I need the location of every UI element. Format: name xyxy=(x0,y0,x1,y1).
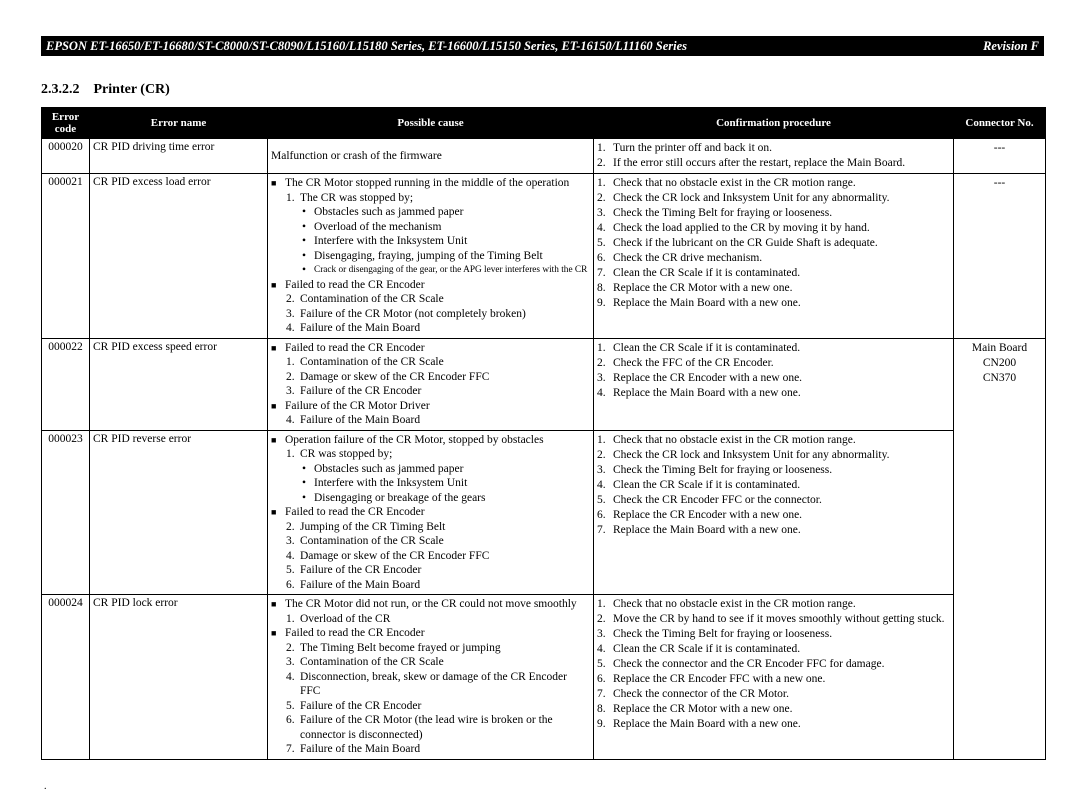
step-text: Check if the lubricant on the CR Guide Shaft is adequate. xyxy=(613,237,878,249)
cause-item xyxy=(286,563,590,578)
square-bullet-icon: ■ xyxy=(271,599,277,609)
cause-item xyxy=(271,341,590,356)
cause-item xyxy=(286,384,590,399)
step-text: Check the FFC of the CR Encoder. xyxy=(613,356,774,369)
confirmation-step xyxy=(597,296,950,311)
item-number: 6. xyxy=(286,578,295,591)
step-text: Replace the Main Board with a new one. xyxy=(613,297,801,309)
confirmation-step xyxy=(597,236,950,251)
confirmation-step xyxy=(597,612,950,627)
step-text: Check that no obstacle exist in the CR motion range. xyxy=(613,598,856,610)
cause-item xyxy=(271,433,590,448)
cause-item-text: Interfere with the Inksystem Unit xyxy=(314,235,468,247)
col-header-error-name: Error name xyxy=(90,108,268,139)
item-number: 2. xyxy=(286,520,295,533)
possible-cause-cell xyxy=(268,174,594,339)
item-number: 4. xyxy=(286,549,295,562)
connector-cell xyxy=(954,174,1046,339)
cause-item-text: Disengaging or breakage of the gears xyxy=(314,491,486,504)
col-header-error-code: Error code xyxy=(42,108,90,139)
step-text: Replace the Main Board with a new one. xyxy=(613,523,801,536)
step-number: 1. xyxy=(597,177,606,189)
step-number: 1. xyxy=(597,341,606,354)
confirmation-step xyxy=(597,657,950,672)
error-code-cell: 000024 xyxy=(42,595,90,760)
item-number: 1. xyxy=(286,356,295,368)
step-number: 6. xyxy=(597,252,606,264)
step-number: 8. xyxy=(597,282,606,294)
confirmation-procedure-cell xyxy=(594,430,954,595)
connector-cell xyxy=(954,139,1046,174)
dot-bullet-icon: • xyxy=(302,462,307,475)
table-row xyxy=(42,430,1046,595)
item-number: 1. xyxy=(286,612,295,625)
cause-item-text: Failure of the CR Motor (the lead wire is broken or the connector is disconnected) xyxy=(300,714,553,741)
confirmation-step xyxy=(597,717,950,732)
cause-item xyxy=(286,355,590,370)
square-bullet-icon: ■ xyxy=(271,628,277,638)
error-name-cell: CR PID reverse error xyxy=(90,430,268,595)
item-number: 3. xyxy=(286,385,295,397)
manual-title: EPSON ET-16650/ET-16680/ST-C8000/ST-C8090/L15160/L15180 Series, ET-16600/L15150 Series, ET-16150/L11160 Series xyxy=(46,38,688,53)
item-number: 1. xyxy=(286,191,295,204)
cause-item xyxy=(286,534,590,549)
step-text: Check the connector of the CR Motor. xyxy=(613,688,789,700)
step-text: Move the CR by hand to see if it moves smoothly without getting stuck. xyxy=(613,613,945,625)
error-code-cell: 000022 xyxy=(42,338,90,430)
cause-item xyxy=(302,462,590,477)
cause-item xyxy=(286,612,590,627)
confirmation-step xyxy=(597,702,950,717)
confirmation-step xyxy=(597,448,950,463)
item-number: 6. xyxy=(286,714,295,726)
cause-item-text: Interfere with the Inksystem Unit xyxy=(314,477,468,489)
cause-item xyxy=(271,278,590,293)
section-title xyxy=(41,82,170,98)
cause-item-text: Overload of the mechanism xyxy=(314,220,442,233)
error-name-cell: CR PID lock error xyxy=(90,595,268,760)
confirmation-procedure-cell xyxy=(594,139,954,174)
cause-item xyxy=(271,505,590,520)
connector-line: Main Board xyxy=(971,341,1028,354)
step-number: 9. xyxy=(597,718,606,730)
step-number: 8. xyxy=(597,703,606,715)
cause-item xyxy=(271,399,590,414)
step-text: Replace the CR Encoder with a new one. xyxy=(613,508,803,521)
revision-label: Revision F xyxy=(983,38,1039,53)
square-bullet-icon: ■ xyxy=(271,434,277,445)
dot-bullet-icon: • xyxy=(302,235,307,247)
confirmation-step xyxy=(597,508,950,523)
item-number: 5. xyxy=(286,564,295,576)
col-header-possible-cause: Possible cause xyxy=(268,108,594,139)
item-number: 4. xyxy=(286,414,295,426)
step-text: Check the CR Encoder FFC or the connector. xyxy=(613,493,822,506)
cause-item-text: Operation failure of the CR Motor, stopped by obstacles xyxy=(285,433,544,446)
step-number: 5. xyxy=(597,658,606,670)
cause-item-text: The Timing Belt become frayed or jumping xyxy=(300,641,501,654)
step-number: 5. xyxy=(597,493,606,506)
table-row xyxy=(42,595,1046,760)
confirmation-step xyxy=(597,433,950,448)
error-code-cell: 000021 xyxy=(42,174,90,339)
step-number: 7. xyxy=(597,267,606,279)
cause-item-text: Failure of the CR Encoder xyxy=(300,385,422,397)
confirmation-step xyxy=(597,221,950,236)
cause-item xyxy=(286,549,590,564)
step-number: 3. xyxy=(597,207,606,219)
cause-item-text: Disconnection, break, skew or damage of the CR Encoder FFC xyxy=(300,670,567,697)
square-bullet-icon: ■ xyxy=(271,400,277,411)
confirmation-step xyxy=(597,266,950,281)
dot-bullet-icon: • xyxy=(302,206,307,218)
step-text: Replace the CR Motor with a new one. xyxy=(613,703,793,715)
step-number: 3. xyxy=(597,463,606,476)
error-name-cell: CR PID driving time error xyxy=(90,139,268,174)
possible-cause-cell xyxy=(268,595,594,760)
cause-item-text: Failure of the CR Motor (not completely broken) xyxy=(300,307,526,320)
table-row xyxy=(42,174,1046,339)
cause-item-text: Disengaging, fraying, jumping of the Timing Belt xyxy=(314,249,543,262)
cause-item-text: Failure of the CR Motor Driver xyxy=(285,399,430,412)
connector-cell xyxy=(954,338,1046,759)
cause-item-text: Failed to read the CR Encoder xyxy=(285,627,425,639)
step-text: Clean the CR Scale if it is contaminated. xyxy=(613,341,801,354)
page-header-bar xyxy=(41,36,1044,56)
step-text: Replace the CR Encoder with a new one. xyxy=(613,371,803,384)
step-number: 2. xyxy=(597,157,606,169)
dot-bullet-icon: • xyxy=(302,264,307,276)
cause-item-text: The CR Motor did not run, or the CR could not move smoothly xyxy=(285,598,577,610)
cause-item xyxy=(286,191,590,206)
step-number: 5. xyxy=(597,237,606,249)
item-number: 5. xyxy=(286,699,295,712)
error-table xyxy=(41,107,1046,760)
step-number: 6. xyxy=(597,508,606,521)
cause-item-text: Contamination of the CR Scale xyxy=(300,356,444,368)
step-number: 6. xyxy=(597,673,606,685)
step-text: Check the CR lock and Inksystem Unit for any abnormality. xyxy=(613,192,890,204)
step-text: Replace the Main Board with a new one. xyxy=(613,718,801,730)
step-text: Turn the printer off and back it on. xyxy=(613,142,773,154)
confirmation-step xyxy=(597,176,950,191)
step-text: Check the Timing Belt for fraying or looseness. xyxy=(613,207,833,219)
step-text: If the error still occurs after the restart, replace the Main Board. xyxy=(613,157,906,169)
possible-cause-cell xyxy=(268,338,594,430)
error-name-cell: CR PID excess speed error xyxy=(90,338,268,430)
cause-item xyxy=(286,578,590,593)
step-number: 7. xyxy=(597,523,606,536)
cause-item xyxy=(302,476,590,491)
step-number: 2. xyxy=(597,192,606,204)
confirmation-step xyxy=(597,356,950,371)
cause-item-text: Obstacles such as jammed paper xyxy=(314,462,464,475)
step-text: Replace the CR Motor with a new one. xyxy=(613,282,793,294)
connector-line: --- xyxy=(993,142,1006,154)
cause-item-text: Damage or skew of the CR Encoder FFC xyxy=(300,549,490,562)
cause-item xyxy=(286,413,590,428)
section-name: Printer (CR) xyxy=(93,82,170,97)
cause-item xyxy=(286,370,590,385)
item-number: 3. xyxy=(286,535,295,547)
confirmation-step xyxy=(597,642,950,657)
cause-item xyxy=(302,263,590,278)
cause-item-text: Failure of the Main Board xyxy=(300,322,421,334)
step-text: Check the CR lock and Inksystem Unit for any abnormality. xyxy=(613,448,890,461)
cause-item xyxy=(286,670,590,699)
cause-item-text: Contamination of the CR Scale xyxy=(300,656,444,668)
cause-item xyxy=(286,321,590,336)
cause-item xyxy=(286,307,590,322)
possible-cause-cell xyxy=(268,139,594,174)
item-number: 4. xyxy=(286,322,295,334)
cause-item xyxy=(286,655,590,670)
confirmation-step xyxy=(597,478,950,493)
step-number: 4. xyxy=(597,222,606,234)
item-number: 2. xyxy=(286,641,295,654)
step-number: 1. xyxy=(597,598,606,610)
cause-item-text: The CR was stopped by; xyxy=(300,191,414,204)
cause-item-text: Failure of the CR Encoder xyxy=(300,699,422,712)
step-number: 7. xyxy=(597,688,606,700)
step-text: Check that no obstacle exist in the CR motion range. xyxy=(613,177,856,189)
confirmation-procedure-cell xyxy=(594,174,954,339)
step-number: 4. xyxy=(597,643,606,655)
confirmation-step xyxy=(597,463,950,478)
table-row xyxy=(42,139,1046,174)
item-number: 3. xyxy=(286,307,295,320)
connector-line: --- xyxy=(993,177,1006,189)
step-text: Clean the CR Scale if it is contaminated. xyxy=(613,267,801,279)
step-number: 3. xyxy=(597,371,606,384)
cause-item-text: Failed to read the CR Encoder xyxy=(285,341,425,354)
cause-item-text: Contamination of the CR Scale xyxy=(300,293,444,305)
step-number: 9. xyxy=(597,297,606,309)
step-text: Replace the Main Board with a new one. xyxy=(613,386,801,399)
cause-item-text: Contamination of the CR Scale xyxy=(300,535,444,547)
square-bullet-icon: ■ xyxy=(271,507,277,517)
cause-item xyxy=(271,176,590,191)
cause-item xyxy=(286,641,590,656)
dot-bullet-icon: • xyxy=(302,249,307,262)
confirmation-step xyxy=(597,523,950,538)
step-text: Check that no obstacle exist in the CR motion range. xyxy=(613,433,856,446)
confirmation-step xyxy=(597,687,950,702)
dot-bullet-icon: • xyxy=(302,220,307,233)
item-number: 7. xyxy=(286,743,295,755)
confirmation-step xyxy=(597,251,950,266)
step-number: 2. xyxy=(597,613,606,625)
step-text: Replace the CR Encoder FFC with a new one. xyxy=(613,673,826,685)
footer-stray-mark: . xyxy=(44,781,47,792)
confirmation-step xyxy=(597,191,950,206)
item-number: 2. xyxy=(286,293,295,305)
square-bullet-icon: ■ xyxy=(271,178,277,188)
step-text: Clean the CR Scale if it is contaminated. xyxy=(613,643,801,655)
step-number: 4. xyxy=(597,386,606,399)
cause-item-text: Failed to read the CR Encoder xyxy=(285,278,425,291)
error-name-cell: CR PID excess load error xyxy=(90,174,268,339)
connector-line: CN200 xyxy=(982,356,1017,369)
confirmation-step xyxy=(597,493,950,508)
step-text: Check the connector and the CR Encoder FFC for damage. xyxy=(613,658,885,670)
confirmation-step xyxy=(597,597,950,612)
item-number: 1. xyxy=(286,448,295,460)
confirmation-step xyxy=(597,156,950,171)
cause-item-text: Obstacles such as jammed paper xyxy=(314,206,464,218)
confirmation-step xyxy=(597,281,950,296)
error-table-body xyxy=(42,139,1046,760)
cause-item-text: Overload of the CR xyxy=(300,612,391,625)
step-text: Clean the CR Scale if it is contaminated. xyxy=(613,478,801,491)
square-bullet-icon: ■ xyxy=(271,279,277,290)
square-bullet-icon: ■ xyxy=(271,342,277,353)
step-number: 2. xyxy=(597,356,606,369)
cause-item xyxy=(302,491,590,506)
cause-item xyxy=(271,626,590,641)
cause-item xyxy=(302,234,590,249)
col-header-confirmation-procedure: Confirmation procedure xyxy=(594,108,954,139)
error-code-cell: 000023 xyxy=(42,430,90,595)
cause-item-text: Failure of the CR Encoder xyxy=(300,564,422,576)
cause-item xyxy=(302,205,590,220)
cause-item xyxy=(286,292,590,307)
cause-item xyxy=(286,699,590,714)
confirmation-step xyxy=(597,672,950,687)
step-number: 2. xyxy=(597,448,606,461)
dot-bullet-icon: • xyxy=(302,477,307,489)
confirmation-step xyxy=(597,627,950,642)
cause-item xyxy=(286,742,590,757)
possible-cause-cell xyxy=(268,430,594,595)
confirmation-step xyxy=(597,206,950,221)
cause-item xyxy=(286,713,590,742)
col-header-connector-no: Connector No. xyxy=(954,108,1046,139)
cause-text: Malfunction or crash of the firmware xyxy=(271,149,442,162)
item-number: 3. xyxy=(286,656,295,668)
step-number: 1. xyxy=(597,142,606,154)
step-number: 1. xyxy=(597,433,606,446)
confirmation-procedure-cell xyxy=(594,338,954,430)
step-text: Check the Timing Belt for fraying or looseness. xyxy=(613,463,833,476)
error-code-cell: 000020 xyxy=(42,139,90,174)
cause-item-text: Crack or disengaging of the gear, or the APG lever interferes with the CR xyxy=(314,265,588,275)
dot-bullet-icon: • xyxy=(302,491,307,504)
section-number: 2.3.2.2 xyxy=(41,82,80,97)
cause-item xyxy=(286,520,590,535)
cause-item-text: Failure of the Main Board xyxy=(300,414,421,426)
cause-item xyxy=(271,597,590,612)
item-number: 4. xyxy=(286,670,295,683)
step-text: Check the load applied to the CR by moving it by hand. xyxy=(613,222,870,234)
table-row xyxy=(42,338,1046,430)
confirmation-step xyxy=(597,341,950,356)
cause-item-text: Failed to read the CR Encoder xyxy=(285,506,425,518)
cause-item xyxy=(302,249,590,264)
cause-item-text: The CR Motor stopped running in the middle of the operation xyxy=(285,177,570,189)
step-number: 4. xyxy=(597,478,606,491)
confirmation-step xyxy=(597,386,950,401)
confirmation-step xyxy=(597,141,950,156)
step-text: Check the Timing Belt for fraying or looseness. xyxy=(613,628,833,640)
step-text: Check the CR drive mechanism. xyxy=(613,252,763,264)
cause-item-text: CR was stopped by; xyxy=(300,448,393,460)
cause-item-text: Failure of the Main Board xyxy=(300,743,421,755)
cause-item xyxy=(302,220,590,235)
error-table-header xyxy=(42,108,1046,139)
step-number: 3. xyxy=(597,628,606,640)
item-number: 2. xyxy=(286,370,295,383)
confirmation-procedure-cell xyxy=(594,595,954,760)
cause-item-text: Jumping of the CR Timing Belt xyxy=(300,520,446,533)
confirmation-step xyxy=(597,371,950,386)
cause-item-text: Failure of the Main Board xyxy=(300,578,421,591)
connector-line: CN370 xyxy=(982,371,1017,384)
cause-item-text: Damage or skew of the CR Encoder FFC xyxy=(300,370,490,383)
cause-item xyxy=(286,447,590,462)
